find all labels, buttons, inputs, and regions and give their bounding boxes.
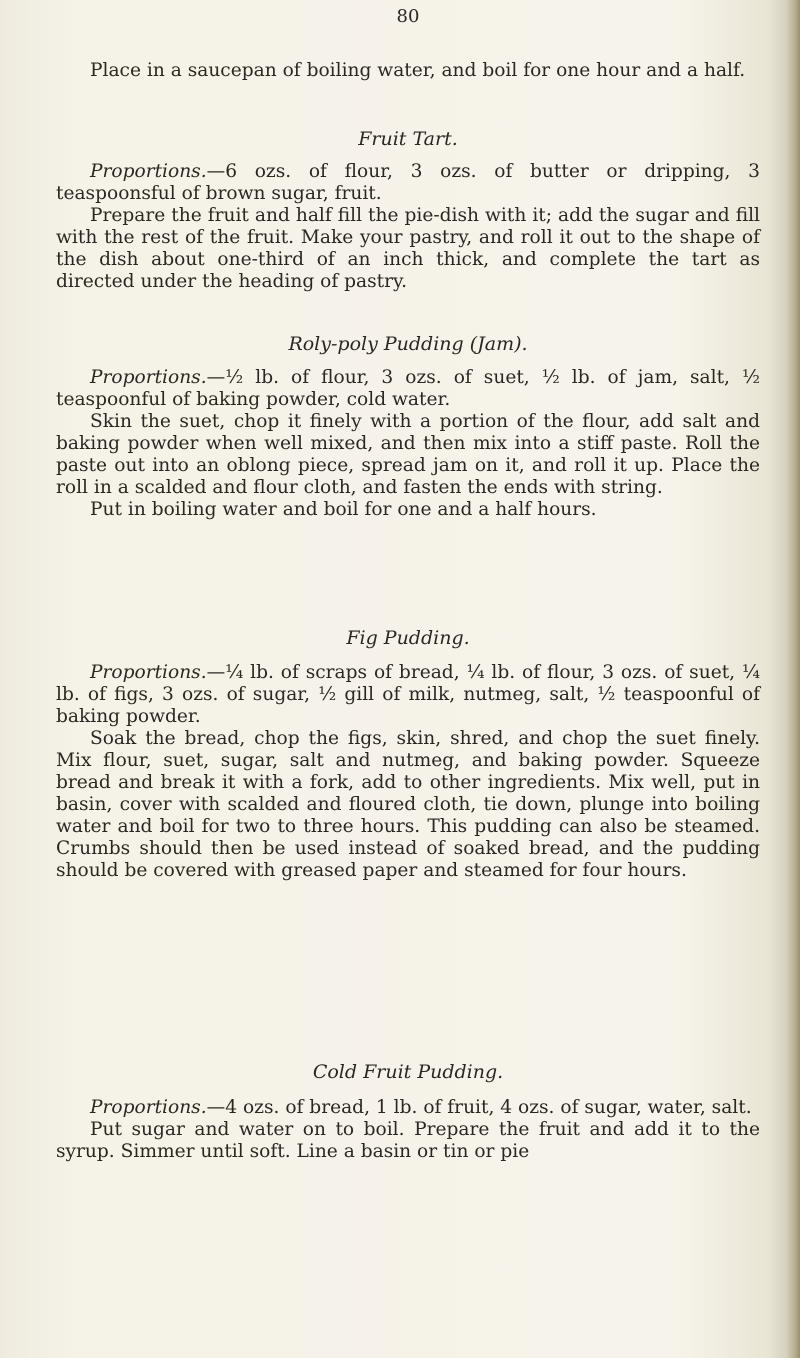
proportions-text: —½ lb. of flour, 3 ozs. of suet, ½ lb. of jam, salt, ½ teaspoonful of baking powder, cold water. [56,367,760,410]
proportions-text: —4 ozs. of bread, 1 lb. of fruit, 4 ozs. of sugar, water, salt. [206,1097,752,1118]
page-number: 80 [396,6,420,27]
section-cold-fruit-pudding [56,1097,760,1163]
section-fruit-tart [56,161,760,293]
proportions-label: Proportions. [90,367,207,388]
method-paragraph: Soak the bread, chop the figs, skin, shred, and chop the suet finely. Mix flour, suet, sugar, salt and nutmeg, and baking powder. Squeeze bread and break it with a fork, add to other ingredients. Mix well, put in basin, cover with scalded and floured cloth, tie down, plunge into boiling water and boil for two to three hours. This pudding can also be steamed. Crumbs should then be used instead of soaked bread, and the pudding should be covered with greased paper and steamed for four hours. [56,728,760,881]
proportions-text: —¼ lb. of scraps of bread, ¼ lb. of flour, 3 ozs. of suet, ¼ lb. of figs, 3 ozs. of sugar, ½ gill of milk, nutmeg, salt, ½ teaspoonful of baking powder. [56,662,760,727]
proportions-paragraph [56,161,760,205]
proportions-label: Proportions. [90,1097,207,1118]
proportions-text: —6 ozs. of flour, 3 ozs. of butter or dripping, 3 teaspoonsful of brown sugar, fruit. [56,161,760,204]
page-edge-shadow [786,0,800,1358]
method-paragraph: Prepare the fruit and half fill the pie-dish with it; add the sugar and fill with the rest of the fruit. Make your pastry, and roll it out to the shape of the dish about one-third of an inch thick, and complete the tart as directed under the heading of pastry. [56,205,760,292]
method-paragraph: Put sugar and water on to boil. Prepare the fruit and add it to the syrup. Simmer until soft. Line a basin or tin or pie [56,1119,760,1162]
section-heading-cold-fruit-pudding: Cold Fruit Pudding. [312,1061,504,1083]
proportions-paragraph [56,1097,760,1119]
intro-block [56,60,760,82]
section-heading-fruit-tart: Fruit Tart. [358,128,458,150]
section-roly-poly [56,367,760,521]
proportions-label: Proportions. [90,662,207,683]
proportions-paragraph [56,367,760,411]
proportions-label: Proportions. [90,161,207,182]
method-paragraph-2: Put in boiling water and boil for one and a half hours. [90,499,597,520]
method-paragraph: Skin the suet, chop it finely with a portion of the flour, add salt and baking powder when well mixed, and then mix into a stiff paste. Roll the paste out into an oblong piece, spread jam on it, and roll it up. Place the roll in a scalded and flour cloth, and fasten the ends with string. [56,411,760,498]
section-heading-roly-poly: Roly-poly Pudding (Jam). [288,333,528,355]
section-heading-fig-pudding: Fig Pudding. [346,627,470,649]
intro-paragraph: Place in a saucepan of boiling water, and boil for one hour and a half. [90,60,746,81]
section-fig-pudding [56,662,760,882]
proportions-paragraph [56,662,760,728]
